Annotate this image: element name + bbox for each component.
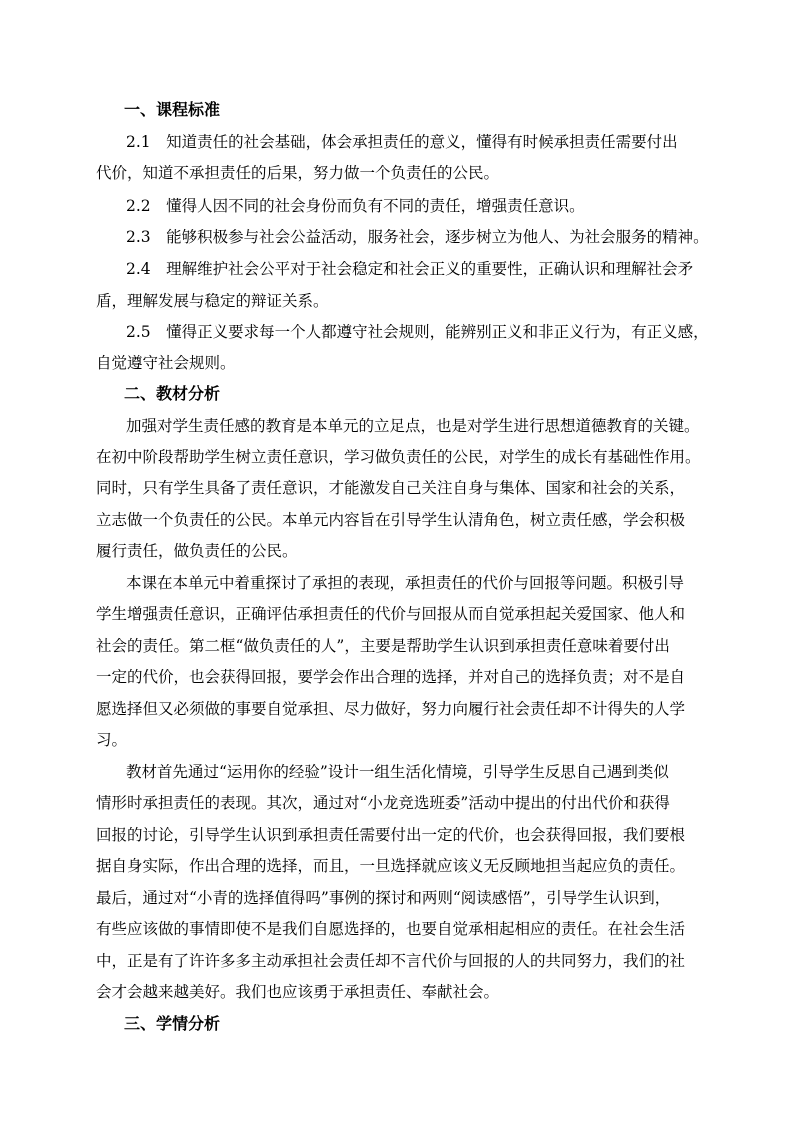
para2-line-1: 本课在本单元中着重探讨了承担的表现，承担责任的代价与回报等问题。积极引导 xyxy=(126,574,685,592)
heading-curriculum-standards: 一、课程标准 xyxy=(124,100,221,119)
para3-line-7: 中，正是有了许许多多主动承担社会责任却不言代价与回报的人的共同努力，我们的社 xyxy=(96,952,686,970)
para3-line-1: 教材首先通过“运用你的经验”设计一组生活化情境，引导学生反思自己遇到类似 xyxy=(126,763,669,781)
standard-2-3: 2.3 能够积极参与社会公益活动，服务社会，逐步树立为他人、为社会服务的精神。 xyxy=(126,228,709,246)
standard-2-1-line-1: 2.1 知道责任的社会基础，体会承担责任的意义，懂得有时候承担责任需要付出 xyxy=(126,133,678,151)
para1-line-5: 履行责任，做负责任的公民。 xyxy=(96,542,298,560)
para2-line-4: 一定的代价，也会获得回报，要学会作出合理的选择，并对自己的选择负责；对不是自 xyxy=(96,668,686,686)
standard-2-1-line-2: 代价，知道不承担责任的后果，努力做一个负责任的公民。 xyxy=(96,164,500,182)
heading-learning-analysis: 三、学情分析 xyxy=(124,1014,221,1033)
para1-line-1: 加强对学生责任感的教育是本单元的立足点，也是对学生进行思想道德教育的关键。 xyxy=(126,417,700,435)
heading-textbook-analysis: 二、教材分析 xyxy=(124,384,221,403)
para1-line-4: 立志做一个负责任的公民。本单元内容旨在引导学生认清角色，树立责任感，学会积极 xyxy=(96,511,686,529)
para2-line-6: 习。 xyxy=(96,731,128,749)
para2-line-5: 愿选择但又必须做的事要自觉承担、尽力做好，努力向履行社会责任却不计得失的人学 xyxy=(96,700,686,718)
para2-line-2: 学生增强责任意识，正确评估承担责任的代价与回报从而自觉承担起关爱国家、他人和 xyxy=(96,605,686,623)
para3-line-3: 回报的讨论，引导学生认识到承担责任需要付出一定的代价，也会获得回报，我们要根 xyxy=(96,826,686,844)
para3-line-6: 有些应该做的事情即使不是我们自愿选择的，也要自觉承相起相应的责任。在社会生活 xyxy=(96,920,686,938)
para3-line-8: 会才会越来越美好。我们也应该勇于承担责任、奉献社会。 xyxy=(96,983,500,1001)
para3-line-5: 最后，通过对“小青的选择值得吗”事例的探讨和两则“阅读感悟”，引导学生认识到， xyxy=(96,889,671,907)
standard-2-5-line-1: 2.5 懂得正义要求每一个人都遵守社会规则，能辨别正义和非正义行为，有正义感， xyxy=(126,323,709,341)
standard-2-4-line-2: 盾，理解发展与稳定的辩证关系。 xyxy=(96,292,329,310)
para2-line-3: 社会的责任。第二框“做负责任的人”，主要是帮助学生认识到承担责任意味着要付出 xyxy=(96,637,670,655)
standard-2-5-line-2: 自觉遵守社会规则。 xyxy=(96,354,236,372)
para3-line-2: 情形时承担责任的表现。其次，通过对“小龙竞选班委”活动中提出的付出代价和获得 xyxy=(96,794,670,812)
para1-line-3: 同时，只有学生具备了责任意识，才能激发自己关注自身与集体、国家和社会的关系， xyxy=(96,479,686,497)
standard-2-2: 2.2 懂得人因不同的社会身份而负有不同的责任，增强责任意识。 xyxy=(126,197,585,215)
standard-2-4-line-1: 2.4 理解维护社会公平对于社会稳定和社会正义的重要性，正确认识和理解社会矛 xyxy=(126,260,694,278)
para3-line-4: 据自身实际，作出合理的选择，而且，一旦选择就应该义无反顾地担当起应负的责任。 xyxy=(96,857,686,875)
para1-line-2: 在初中阶段帮助学生树立责任意识，学习做负责任的公民，对学生的成长有基础性作用。 xyxy=(96,448,701,466)
